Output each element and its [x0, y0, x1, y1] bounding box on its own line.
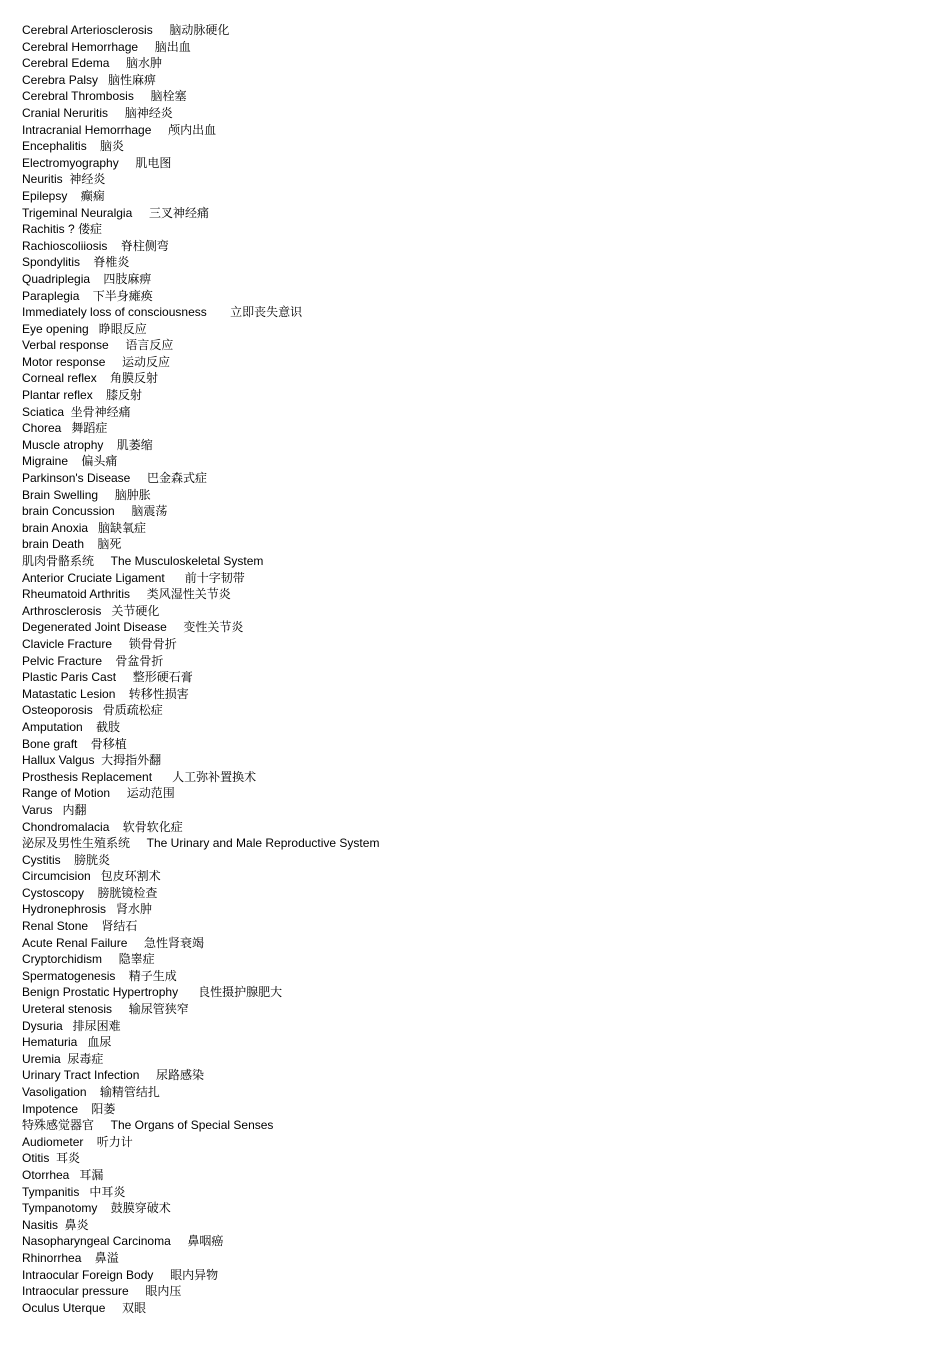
term-line: Renal Stone 肾结石 — [22, 919, 138, 934]
term-line: Clavicle Fracture 锁骨骨折 — [22, 636, 177, 651]
term-line: Prosthesis Replacement 人工弥补置换术 — [22, 769, 257, 784]
term-line: Spermatogenesis 精子生成 — [22, 968, 177, 983]
term-line: Epilepsy 癫痫 — [22, 188, 105, 203]
term-line: Immediately loss of consciousness 立即丧失意识 — [22, 305, 303, 320]
term-line: Rachioscoliiosis 脊柱侧弯 — [22, 238, 169, 253]
term-line: Cranial Neruritis 脑神经炎 — [22, 105, 173, 120]
term-line: Degenerated Joint Disease 变性关节炎 — [22, 620, 244, 635]
term-line: Uremia 尿毒症 — [22, 1051, 104, 1066]
term-line: Impotence 阳萎 — [22, 1101, 116, 1116]
term-line: Audiometer 听力计 — [22, 1134, 133, 1149]
term-line: Rhinorrhea 鼻溢 — [22, 1250, 119, 1265]
term-line: Benign Prostatic Hypertrophy 良性摄护腺肥大 — [22, 985, 283, 1000]
term-line: Anterior Cruciate Ligament 前十字韧带 — [22, 570, 245, 585]
term-line: Osteoporosis 骨质疏松症 — [22, 703, 163, 718]
term-line: Chondromalacia 软骨软化症 — [22, 819, 183, 834]
term-line: Quadriplegia 四肢麻痹 — [22, 271, 152, 286]
term-line: Intraocular Foreign Body 眼内异物 — [22, 1267, 219, 1282]
term-line: Varus 内翻 — [22, 802, 87, 817]
term-line: Brain Swelling 脑肿胀 — [22, 487, 151, 502]
term-line: Parkinson's Disease 巴金森式症 — [22, 471, 208, 486]
term-line: Cerebral Hemorrhage 脑出血 — [22, 39, 191, 54]
term-line: 特殊感觉器官 The Organs of Special Senses — [22, 1118, 274, 1133]
term-list — [22, 22, 922, 1316]
term-line: Range of Motion 运动范围 — [22, 786, 175, 801]
term-line: Dysuria 排尿困难 — [22, 1018, 121, 1033]
term-line: Intracranial Hemorrhage 颅内出血 — [22, 122, 217, 137]
term-line: Rheumatoid Arthritis 类风湿性关节炎 — [22, 587, 231, 602]
term-line: Otorrhea 耳漏 — [22, 1167, 104, 1182]
term-line: Eye opening 睁眼反应 — [22, 321, 147, 336]
term-line: Electromyography 肌电图 — [22, 155, 172, 170]
term-line: Bone graft 骨移植 — [22, 736, 127, 751]
term-line: Nasitis 鼻炎 — [22, 1217, 89, 1232]
term-line: Encephalitis 脑炎 — [22, 139, 125, 154]
term-line: Cerebra Palsy 脑性麻痹 — [22, 72, 157, 87]
term-line: Plantar reflex 膝反射 — [22, 388, 143, 403]
term-line: Hematuria 血尿 — [22, 1035, 112, 1050]
term-line: Chorea 舞蹈症 — [22, 421, 108, 436]
term-line: Paraplegia 下半身瘫痪 — [22, 288, 153, 303]
term-line: Otitis 耳炎 — [22, 1151, 81, 1166]
term-line: Pelvic Fracture 骨盆骨折 — [22, 653, 164, 668]
term-line: Cystoscopy 膀胱镜检查 — [22, 885, 158, 900]
term-line: Spondylitis 脊椎炎 — [22, 255, 130, 270]
term-line: Plastic Paris Cast 整形硬石膏 — [22, 670, 193, 685]
term-line: Vasoligation 输精管结扎 — [22, 1085, 160, 1099]
term-line: Oculus Uterque 双眼 — [22, 1300, 147, 1315]
term-line: Muscle atrophy 肌萎缩 — [22, 437, 153, 452]
term-line: Cystitis 膀胱炎 — [22, 852, 111, 867]
term-line: Nasopharyngeal Carcinoma 鼻咽癌 — [22, 1234, 224, 1249]
term-line: Matastatic Lesion 转移性损害 — [22, 686, 189, 701]
term-line: Circumcision 包皮环割术 — [22, 869, 161, 884]
term-line: Rachitis ? 偻症 — [22, 222, 103, 237]
term-line: 泌尿及男性生殖系统 The Urinary and Male Reproductive System — [22, 836, 380, 851]
term-line: Hydronephrosis 肾水肿 — [22, 902, 153, 917]
term-line: Hallux Valgus 大拇指外翻 — [22, 753, 162, 768]
term-line: Amputation 截肢 — [22, 719, 121, 734]
term-line: Arthrosclerosis 关节硬化 — [22, 603, 160, 618]
term-line: Corneal reflex 角膜反射 — [22, 371, 159, 386]
term-line: Cerebral Edema 脑水肿 — [22, 56, 163, 71]
term-line: Urinary Tract Infection 尿路感染 — [22, 1068, 205, 1083]
term-line: Trigeminal Neuralgia 三叉神经痛 — [22, 205, 209, 220]
vocabulary-page — [22, 22, 922, 1316]
term-line: Cerebral Thrombosis 脑栓塞 — [22, 89, 187, 104]
term-line: Verbal response 语言反应 — [22, 338, 174, 353]
term-line: Acute Renal Failure 急性肾衰竭 — [22, 935, 205, 950]
term-line: Neuritis 神经炎 — [22, 172, 106, 187]
term-line: 肌肉骨骼系统 The Musculoskeletal System — [22, 554, 264, 568]
term-line: Ureteral stenosis 输尿管狭窄 — [22, 1002, 189, 1017]
term-line: Intraocular pressure 眼内压 — [22, 1284, 182, 1299]
term-line: brain Death 脑死 — [22, 537, 122, 552]
term-line: Sciatica 坐骨神经痛 — [22, 404, 131, 419]
term-line: Tympanitis 中耳炎 — [22, 1184, 126, 1199]
term-line: Cerebral Arteriosclerosis 脑动脉硬化 — [22, 23, 230, 37]
term-line: brain Concussion 脑震荡 — [22, 504, 168, 519]
term-line: Cryptorchidism 隐睾症 — [22, 952, 155, 967]
term-line: brain Anoxia 脑缺氧症 — [22, 520, 147, 535]
term-line: Migraine 偏头痛 — [22, 454, 118, 469]
term-line: Tympanotomy 鼓膜穿破术 — [22, 1201, 171, 1216]
term-line: Motor response 运动反应 — [22, 354, 171, 369]
